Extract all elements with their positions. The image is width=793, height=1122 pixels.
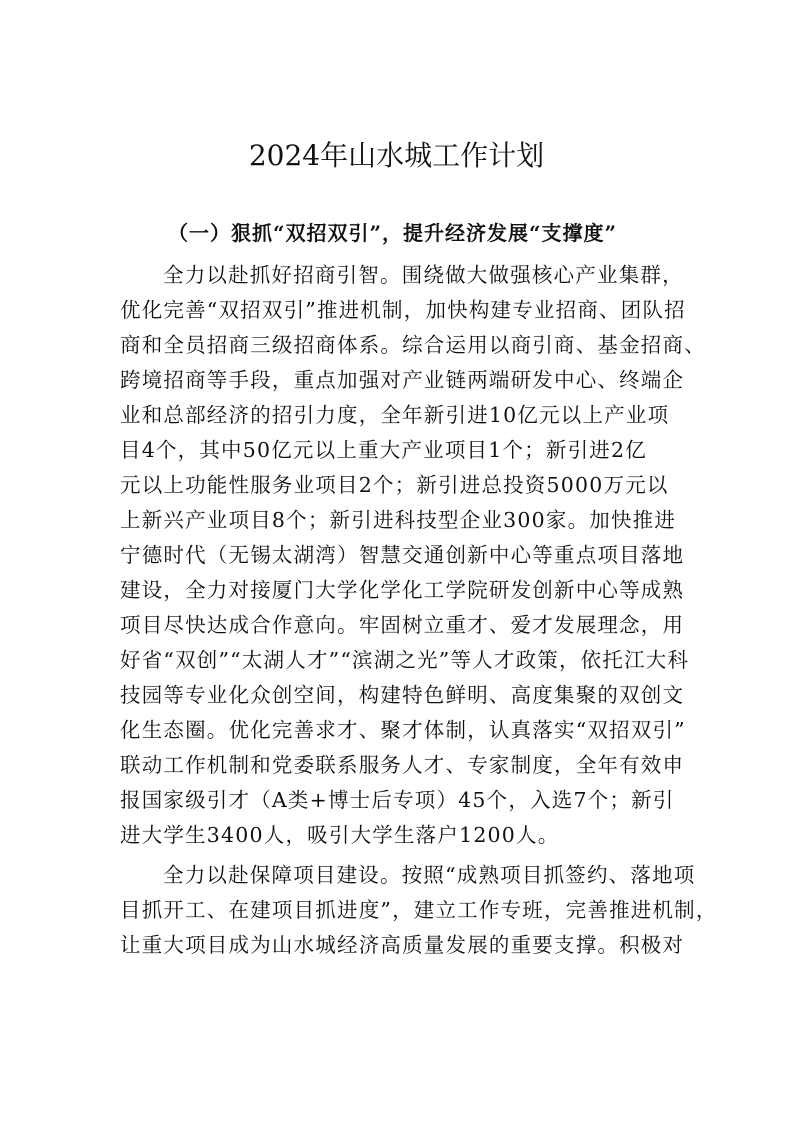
text-line: 全力以赴保障项目建设。按照“成熟项目抓签约、落地项 [163, 863, 696, 887]
text-line: 技园等专业化众创空间，构建特色鲜明、高度集聚的双创文 [120, 683, 685, 707]
text-line: 宁德时代（无锡太湖湾）智慧交通创新中心等重点项目落地 [120, 543, 685, 567]
text-line: 优化完善“双招双引”推进机制，加快构建专业招商、团队招 [120, 298, 686, 322]
document-title: 2024年山水城工作计划 [248, 139, 545, 172]
text-line: 好省“双创”“太湖人才”“滨湖之光”等人才政策，依托江大科 [120, 648, 690, 672]
text-line: 全力以赴抓好招商引智。围绕做大做强核心产业集群， [163, 263, 684, 287]
text-line: 让重大项目成为山水城经济高质量发展的重要支撑。积极对 [120, 933, 685, 957]
section-heading: （一）狠抓“双招双引”，提升经济发展“支撑度” [168, 221, 618, 245]
text-line: 元以上功能性服务业项目2个；新引进总投资5000万元以 [120, 473, 669, 497]
text-line: 化生态圈。优化完善求才、聚才体制，认真落实“双招双引” [120, 718, 686, 742]
text-line: 目抓开工、在建项目抓进度”，建立工作专班，完善推进机制， [120, 898, 718, 922]
text-line: 建设，全力对接厦门大学化学化工学院研发创新中心等成熟 [120, 578, 685, 602]
text-line: 跨境招商等手段，重点加强对产业链两端研发中心、终端企 [120, 368, 685, 392]
text-line: 商和全员招商三级招商体系。综合运用以商引商、基金招商、 [120, 333, 706, 357]
text-line: 进大学生3400人，吸引大学生落户1200人。 [120, 823, 560, 847]
text-line: 上新兴产业项目8个；新引进科技型企业300家。加快推进 [120, 508, 677, 532]
text-line: 目4个，其中50亿元以上重大产业项目1个；新引进2亿 [120, 438, 647, 462]
text-line: 联动工作机制和党委联系服务人才、专家制度，全年有效申 [120, 753, 685, 777]
text-line: 报国家级引才（A类+博士后专项）45个，入选7个；新引 [120, 788, 675, 812]
text-line: 业和总部经济的招引力度，全年新引进10亿元以上产业项 [120, 403, 670, 427]
text-line: 项目尽快达成合作意向。牢固树立重才、爱才发展理念，用 [120, 613, 685, 637]
